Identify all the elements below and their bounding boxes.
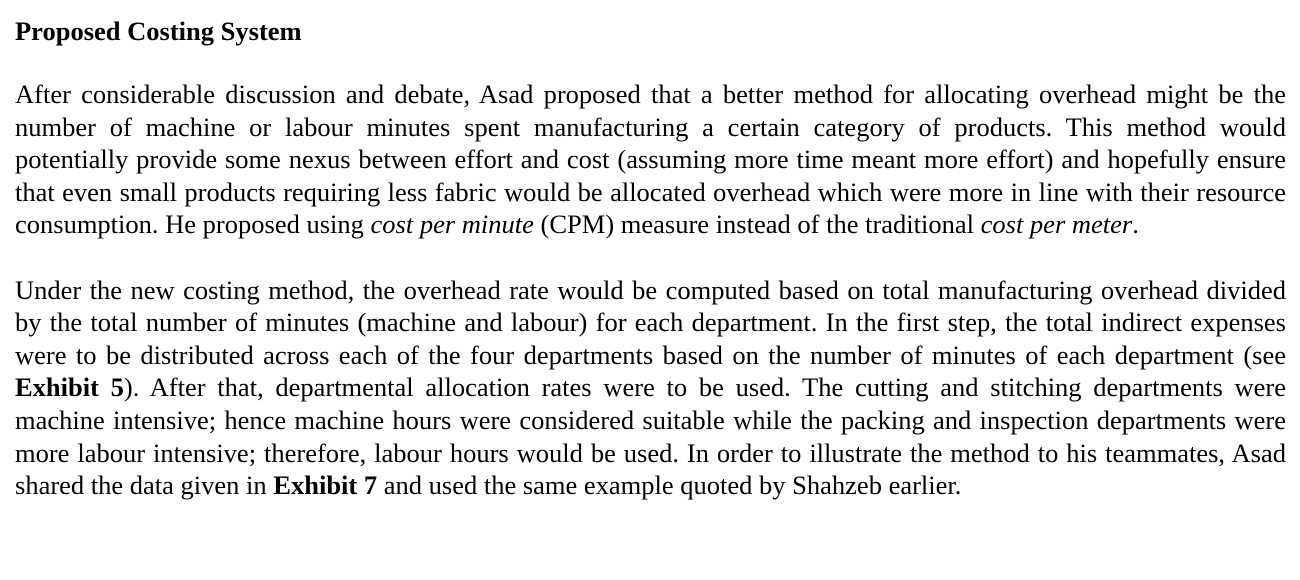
paragraph-proposal-text-c: . (1132, 209, 1139, 240)
paragraph-proposal-text-b: (CPM) measure instead of the traditional (533, 209, 981, 240)
term-cost-per-meter: cost per meter (980, 209, 1133, 240)
paragraph-new-method-text-b: ). After that, departmental allocation rates were to be used. The cutting and stitching departments were machine intensive; hence machine hours were considered suitable while the packing and inspection departments were more labour intensive; therefore, labour hours would be used. In order to illustrate the method to his teammates, Asad shared the data given in (15, 372, 1286, 501)
paragraph-proposal (15, 78, 1286, 241)
term-cost-per-minute: cost per minute (370, 209, 534, 240)
paragraph-proposal-text-a: After considerable discussion and debate, Asad proposed that a better method for allocating overhead might be the number of machine or labour minutes spent manufacturing a certain category of products. This method would potentially provide some nexus between effort and cost (assuming more time meant more effort) and hopefully ensure that even small products requiring less fabric would be allocated overhead which were more in line with their resource consumption. He proposed using (15, 79, 1286, 240)
paragraph-new-method-text-a: Under the new costing method, the overhead rate would be computed based on total manufacturing overhead divided by the total number of minutes (machine and labour) for each department. In the first step, the total indirect expenses were to be distributed across each of the four departments based on the number of minutes of each department (see (15, 274, 1286, 370)
section-heading: Proposed Costing System (15, 16, 302, 46)
exhibit-5-reference: Exhibit 5 (15, 372, 124, 403)
paragraph-new-method (15, 274, 1286, 502)
exhibit-7-reference: Exhibit 7 (273, 470, 378, 501)
paragraph-new-method-text-c: and used the same example quoted by Shahzeb earlier. (377, 470, 962, 501)
